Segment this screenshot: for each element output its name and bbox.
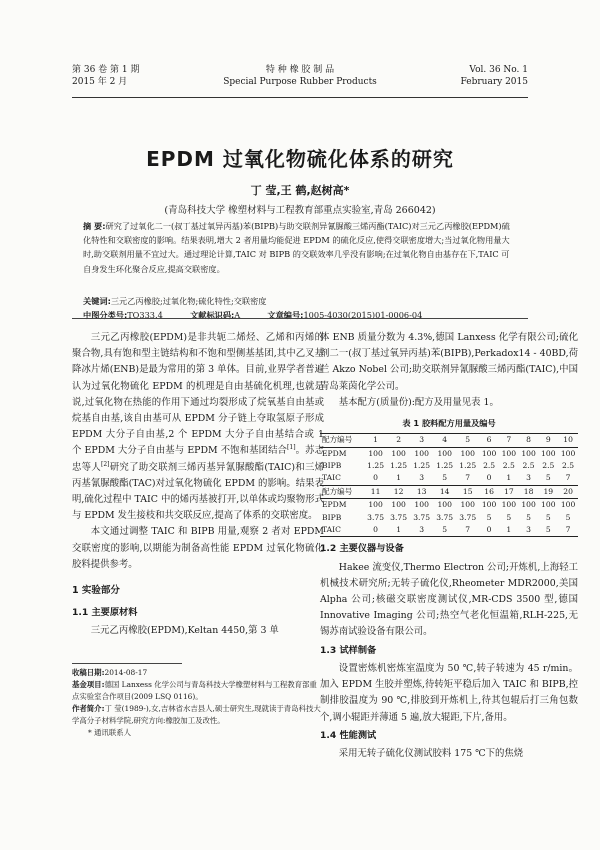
- corresponding-author: * 通讯联系人: [88, 728, 131, 737]
- table-cell: 5: [526, 512, 531, 522]
- table-cell: 100: [433, 499, 456, 512]
- table-cell: 2.5: [483, 461, 496, 471]
- table-cell: 5: [545, 512, 551, 522]
- journal-issue: 第 36 卷 第 1 期 2015 年 2 月: [72, 65, 140, 87]
- table-cell: 13: [410, 485, 433, 498]
- abstract-text: 研究了过氧化二一(叔丁基过氧异丙基)苯(BIPB)与助交联剂异氰脲酸三烯丙酯(TAIC)对三元乙丙橡胶(EPDM)硫化特性和交联密度的影响。结果表明,增大 2 者用量均能促进 EPDM 的硫化反应,使得交联密度增大;当过氧化物用量大时,助交联剂用量不宜过大。通过理论计算,TAIC 对 BIPB 的交联效率几乎没有影响;在过氧化物自由基存在下,TAIC 可自身发生环化聚合反应,提高交联密度。: [83, 221, 510, 274]
- table-cell: 100: [499, 447, 519, 460]
- table-row-label: 配方编号: [320, 485, 364, 498]
- table-cell: 1.25: [436, 461, 454, 471]
- table-cell: 3.75: [436, 512, 454, 522]
- table-cell: 100: [558, 447, 578, 460]
- footnote-rule: [72, 663, 182, 664]
- citation-1: [1]: [287, 444, 296, 452]
- author-bio: 作者简介:丁 莹(1989-),女,吉林省水吉县人,硕士研究生,现就读于青岛科技大学高分子材料学院,研究方向:橡胶加工及改性。: [72, 704, 321, 725]
- table-cell: 5: [565, 512, 571, 522]
- formula-table: [320, 433, 578, 537]
- table-cell: 3: [519, 524, 539, 537]
- table-cell: 1: [499, 524, 519, 537]
- table-cell: 1.25: [367, 461, 385, 471]
- table-cell: 2.5: [562, 461, 575, 471]
- table-cell: 0: [364, 524, 387, 537]
- materials-paragraph: 三元乙丙橡胶(EPDM),Keltan 4450,第 3 单: [90, 625, 279, 637]
- journal-volume: Vol. 36 No. 1 February 2015: [460, 65, 528, 87]
- abstract-label: 摘 要:: [83, 221, 106, 231]
- fund-note: 基金项目:德国 Lanxess 化学公司与青岛科技大学橡塑材料与工程教育部重点实验室合作项目(2009 LSQ 0116)。: [72, 680, 317, 701]
- keywords: 关键词:三元乙丙橡胶;过氧化物;硫化特性;交联密度: [83, 296, 267, 306]
- table-row-label: BIPB: [322, 512, 342, 522]
- table-cell: 1.25: [413, 461, 431, 471]
- table-cell: 1.25: [459, 461, 477, 471]
- table-row-label: TAIC: [322, 473, 341, 483]
- table-row-label: 配方编号: [320, 434, 364, 447]
- running-header: [72, 64, 528, 98]
- paper-title: EPDM 过氧化物硫化体系的研究: [146, 147, 454, 171]
- footnotes: [72, 667, 324, 739]
- table-cell: 100: [519, 447, 539, 460]
- table-cell: 100: [538, 447, 558, 460]
- table-cell: 1: [364, 434, 387, 447]
- right-column: [320, 330, 578, 762]
- table-cell: 17: [499, 485, 519, 498]
- table-cell: 4: [433, 434, 456, 447]
- author-list: 丁 莹,王 鹤,赵树高*: [250, 184, 350, 197]
- table-cell: 7: [558, 524, 578, 537]
- table-cell: 100: [499, 499, 519, 512]
- table-cell: 100: [558, 499, 578, 512]
- table-row-label: EPDM: [320, 499, 364, 512]
- table-cell: 3.75: [390, 512, 408, 522]
- table-cell: 100: [479, 447, 499, 460]
- table-cell: 100: [538, 499, 558, 512]
- abstract-separator: [72, 318, 528, 319]
- table-cell: 12: [387, 485, 410, 498]
- subsection-heading-testing: 1.4 性能测试: [320, 729, 377, 741]
- table-cell: 1: [396, 473, 402, 483]
- table-cell: 5: [456, 434, 479, 447]
- table-cell: 7: [465, 473, 471, 483]
- table-cell: 100: [364, 447, 387, 460]
- subsection-heading-instruments: 1.2 主要仪器与设备: [320, 543, 404, 555]
- table-caption: 表 1 胶料配方用量及编号: [402, 418, 496, 429]
- table-cell: 0: [486, 473, 492, 483]
- table-cell: 3: [410, 434, 433, 447]
- table-cell: 11: [364, 485, 387, 498]
- table-cell: 3.75: [367, 512, 385, 522]
- table-cell: 1: [387, 524, 410, 537]
- table-cell: 5: [486, 512, 492, 522]
- table-cell: 100: [519, 499, 539, 512]
- subsection-heading-materials: 1.1 主要原材料: [72, 607, 138, 619]
- table-row-taic: [320, 472, 578, 485]
- table-row-formula-id: [320, 434, 578, 447]
- table-cell: 2.5: [542, 461, 555, 471]
- table-cell: 100: [433, 447, 456, 460]
- table-cell: 3: [410, 524, 433, 537]
- formula-paragraph: 基本配方(质量份):配方及用量见表 1。: [338, 396, 499, 408]
- table-row-label: EPDM: [320, 447, 364, 460]
- table-cell: 7: [565, 473, 571, 483]
- testing-paragraph: 采用无转子硫化仪测试胶料 175 ℃下的焦烧: [338, 747, 524, 759]
- table-cell: 5: [538, 524, 558, 537]
- table-row-formula-id: [320, 485, 578, 498]
- left-column: [72, 330, 324, 640]
- intro-paragraph-1: 三元乙丙橡胶(EPDM)是非共轭二烯烃、乙烯和丙烯的聚合物,具有饱和型主链结构和不饱和型侧基基团,其中乙叉基降冰片烯(ENB)是最为常用的第 3 单体。目前,业界学者普遍认为过氧化物硫化 EPDM 的机理是自由基硫化机理,也就是说,过氧化物在热能的作用下通过均裂形成了烷氧基自由基或烷基自由基,该自由基可从 EPDM 分子链上夺取氢原子形成 EPDM 大分子自由基,2 个 EPDM 大分子自由基结合或 1 个 EPDM 大分子自由基与 EPDM 不饱和基团结合[1]。苏志忠等人[2]研究了助交联剂三烯丙基异氰脲酸酯(TAIC)和三烯丙基氰脲酸酯(TAC)对过氧化物硫化 EPDM 的影响。结果表明,硫化过程中 TAIC 中的烯丙基被打开,以单体或均聚物形式与 EPDM 发生接枝和共交联反应,提高了体系的交联密度。: [72, 332, 324, 522]
- table-cell: 9: [538, 434, 558, 447]
- table-cell: 5: [433, 524, 456, 537]
- table-cell: 3.75: [413, 512, 431, 522]
- received-date: 收稿日期:2014-08-17: [72, 668, 148, 677]
- table-cell: 1: [506, 473, 512, 483]
- table-cell: 100: [479, 499, 499, 512]
- table-cell: 3: [526, 473, 531, 483]
- table-cell: 2.5: [522, 461, 535, 471]
- table-cell: 3: [419, 473, 425, 483]
- table-cell: 100: [387, 447, 410, 460]
- classification-line: 中图分类号:TQ333.4 文献标识码:A 文章编号:1005-4030(2015)01-0006-04: [83, 310, 423, 320]
- abstract: [83, 219, 515, 276]
- table-cell: 20: [558, 485, 578, 498]
- affiliation: (青岛科技大学 橡塑材料与工程教育部重点实验室,青岛 266042): [164, 205, 436, 216]
- sample-prep-paragraph: 设置密炼机密炼室温度为 50 ℃,转子转速为 45 r/min。加入 EPDM 生胶并塑炼,待转矩平稳后加入 TAIC 和 BIPB,控制排胶温度为 90 ℃,排胶到开炼机上,待其包辊后打三角包数个,调小辊距并薄通 5 遍,放大辊距,下片,备用。: [320, 662, 578, 723]
- table-cell: 100: [364, 499, 387, 512]
- intro-paragraph-2: 本文通过调整 TAIC 和 BIPB 用量,观察 2 者对 EPDM 交联密度的影响,以期能为制备高性能 EPDM 过氧化物硫化胶料提供参考。: [72, 526, 324, 570]
- table-cell: 7: [499, 434, 519, 447]
- table-cell: 16: [479, 485, 499, 498]
- table-cell: 3.75: [459, 512, 477, 522]
- table-row-bipb: [320, 460, 578, 472]
- table-cell: 100: [456, 447, 479, 460]
- table-cell: 100: [410, 447, 433, 460]
- table-cell: 2: [387, 434, 410, 447]
- journal-name: 特 种 橡 胶 制 品 Special Purpose Rubber Products: [223, 65, 377, 87]
- table-row-label: TAIC: [320, 524, 364, 537]
- table-row-taic: [320, 524, 578, 537]
- table-cell: 14: [433, 485, 456, 498]
- header-rule: [72, 97, 528, 98]
- table-cell: 18: [519, 485, 539, 498]
- table-cell: 5: [442, 473, 448, 483]
- table-cell: 1.25: [390, 461, 408, 471]
- table-cell: 0: [373, 473, 379, 483]
- table-cell: 10: [558, 434, 578, 447]
- table-row-epdm: [320, 499, 578, 512]
- table-cell: 6: [479, 434, 499, 447]
- section-heading-experimental: 1 实验部分: [72, 585, 120, 597]
- table-cell: 5: [506, 512, 512, 522]
- table-cell: 100: [410, 499, 433, 512]
- table-cell: 7: [456, 524, 479, 537]
- instruments-paragraph: Hakee 流变仪,Thermo Electron 公司;开炼机,上海轻工机械技术研究所;无转子硫化仪,Rheometer MDR2000,美国 Alpha 公司;核磁交联密度测试仪,MR-CDS 3500 型,德国 Innovative Imaging 公司;热空气老化恒温箱,RLH-225,无锡苏南试验设备有限公司。: [320, 561, 578, 638]
- materials-continued: 体 ENB 质量分数为 4.3%,德国 Lanxess 化学有限公司;硫化剂二一(叔丁基过氧异丙基)苯(BIPB),Perkadox14 - 40BD,荷兰 Akzo Nobel 公司;助交联剂异氰脲酸三烯丙酯(TAIC),中国青岛莱茵化学公司。: [320, 332, 578, 392]
- table-row-label: BIPB: [322, 461, 342, 471]
- table-cell: 15: [456, 485, 479, 498]
- table-cell: 100: [456, 499, 479, 512]
- table-cell: 100: [387, 499, 410, 512]
- table-row-bipb: [320, 512, 578, 524]
- table-cell: 2.5: [502, 461, 515, 471]
- table-cell: 19: [538, 485, 558, 498]
- table-cell: 5: [545, 473, 551, 483]
- table-cell: 8: [519, 434, 539, 447]
- citation-2: [2]: [100, 460, 110, 468]
- subsection-heading-sample-prep: 1.3 试样制备: [320, 644, 377, 656]
- table-cell: 0: [479, 524, 499, 537]
- table-row-epdm: [320, 447, 578, 460]
